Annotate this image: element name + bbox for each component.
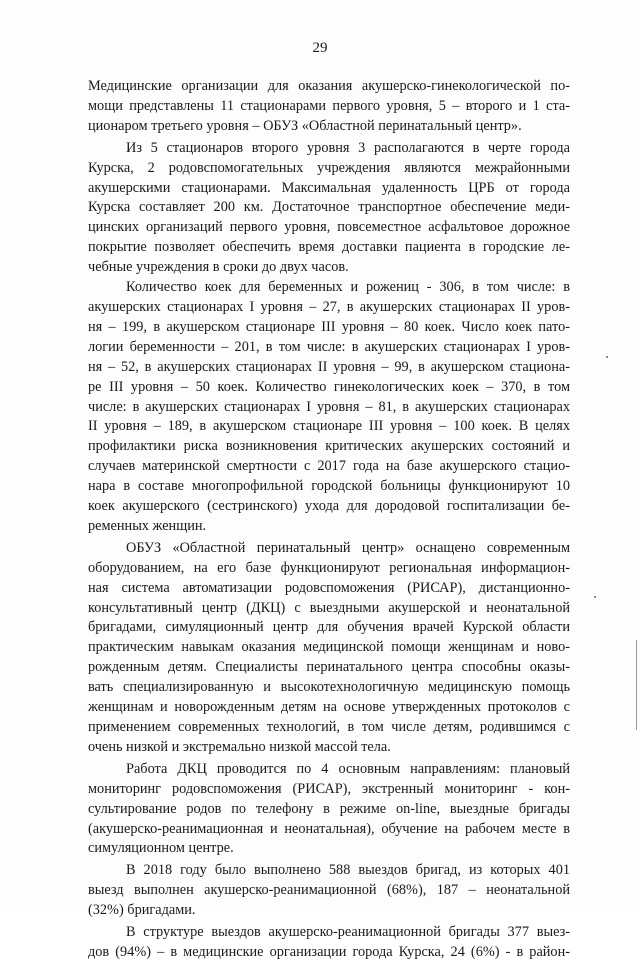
paragraph-1 bbox=[88, 77, 570, 137]
text-line: вать специализированную и высокотехнологичную медицинскую помощь bbox=[88, 679, 570, 696]
text-line: (акушерско-реанимационная и неонатальная), обучение на рабочем месте в bbox=[88, 820, 570, 837]
scan-edge-mark bbox=[636, 640, 637, 730]
text-line: ре III уровня – 50 коек. Количество гинекологических коек – 370, в том bbox=[88, 378, 570, 395]
paragraph-3 bbox=[88, 278, 570, 537]
text-line: нара в составе многопрофильной городской больницы функционируют 10 bbox=[88, 478, 570, 495]
scan-speck bbox=[606, 356, 608, 358]
text-line: рожденным детям. Специалисты перинатального центра способны оказы- bbox=[88, 659, 570, 676]
paragraph-4 bbox=[88, 539, 570, 758]
text-line: Работа ДКЦ проводится по 4 основным направлениям: плановый bbox=[126, 760, 570, 777]
text-line: Медицинские организации для оказания акушерско-гинекологической по- bbox=[88, 78, 570, 94]
text-line: акушерскими стационарами. Максимальная удаленность ЦРБ от города bbox=[88, 179, 570, 196]
text-line: мониторинг родовспоможения (РИСАР), экстренный мониторинг - кон- bbox=[88, 780, 570, 797]
text-line: женщинам и новорожденным детям на основе утвержденных протоколов с bbox=[88, 699, 570, 716]
text-line: числе: в акушерских стационарах I уровня – 81, в акушерских стационарах bbox=[88, 398, 570, 415]
text-line: ОБУЗ «Областной перинатальный центр» оснащено современным bbox=[126, 539, 570, 556]
text-line: оборудованием, на его базе функционируют региональная информацион- bbox=[88, 559, 570, 576]
text-line: профилактики риска возникновения критических акушерских состояний и bbox=[88, 438, 570, 455]
text-line: симуляционном центре. bbox=[88, 840, 234, 857]
text-line: очень низкой и экстремально низкой массой тела. bbox=[88, 738, 391, 755]
text-line: II уровня – 189, в акушерском стационаре III уровня – 100 коек. В целях bbox=[88, 418, 570, 435]
text-line: ционаром третьего уровня – ОБУЗ «Областной перинатальный центр». bbox=[88, 117, 522, 134]
text-line: цинских организаций первого уровня, повсеместное асфальтовое дорожное bbox=[88, 219, 570, 236]
scan-speck bbox=[594, 596, 596, 598]
page-number: 29 bbox=[312, 40, 328, 56]
text-line: бригадами, симуляционный центр для обучения врачей Курской области bbox=[88, 619, 570, 636]
text-line: Из 5 стационаров второго уровня 3 располагаются в черте города bbox=[126, 139, 570, 156]
paragraph-6 bbox=[88, 861, 570, 921]
text-line: ня – 199, в акушерском стационаре III уровня – 80 коек. Число коек пато- bbox=[88, 318, 570, 335]
text-line: Курска составляет 200 км. Достаточное транспортное обеспечение меди- bbox=[88, 199, 570, 216]
text-line: акушерских стационарах I уровня – 27, в акушерских стационарах II уров- bbox=[88, 298, 570, 315]
text-line: применением современных технологий, в том числе детям, родившимся с bbox=[88, 719, 570, 735]
text-line: В структуре выездов акушерско-реанимационной бригады 377 выез- bbox=[126, 924, 570, 941]
text-line: ня – 52, в акушерских стационарах II уровня – 99, в акушерском стациона- bbox=[88, 358, 570, 375]
text-line: (32%) бригадами. bbox=[88, 902, 196, 919]
text-line: выезд выполнен акушерско-реанимационной (68%), 187 – неонатальной bbox=[88, 882, 570, 899]
text-line: сультирование родов по телефону в режиме on-line, выездные бригады bbox=[88, 800, 570, 817]
text-line: чебные учреждения в сроки до двух часов. bbox=[88, 259, 349, 276]
text-line: ная система автоматизации родовспоможения (РИСАР), дистанционно- bbox=[88, 579, 570, 596]
text-line: Количество коек для беременных и рожениц - 306, в том числе: в bbox=[126, 279, 570, 296]
text-line: ременных женщин. bbox=[88, 517, 207, 534]
text-line: логии беременности – 201, в том числе: в акушерских стационарах I уров- bbox=[88, 338, 570, 355]
text-line: случаев материнской смертности с 2017 года на базе акушерского стацио- bbox=[88, 458, 570, 475]
text-line: В 2018 году было выполнено 588 выездов бригад, из которых 401 bbox=[126, 862, 570, 879]
paragraph-7 bbox=[88, 923, 570, 963]
text-line: коек акушерского (сестринского) ухода для дородовой госпитализации бе- bbox=[88, 498, 570, 515]
body-text bbox=[88, 77, 570, 963]
text-line: покрытие позволяет обеспечить время доставки пациента в городские ле- bbox=[88, 239, 570, 256]
text-line: дов (94%) – в медицинские организации города Курска, 24 (6%) - в район- bbox=[88, 943, 570, 960]
paragraph-5 bbox=[88, 760, 570, 860]
text-line: мощи представлены 11 стационарами первого уровня, 5 – второго и 1 ста- bbox=[88, 97, 570, 114]
text-line: консультативный центр (ДКЦ) с выездными акушерской и неонатальной bbox=[88, 599, 570, 616]
text-line: практическим навыкам оказания медицинской помощи женщинам и ново- bbox=[88, 639, 570, 656]
text-line: Курска, 2 родовспомогательных учреждения являются межрайонными bbox=[88, 159, 570, 176]
paragraph-2 bbox=[88, 139, 570, 278]
